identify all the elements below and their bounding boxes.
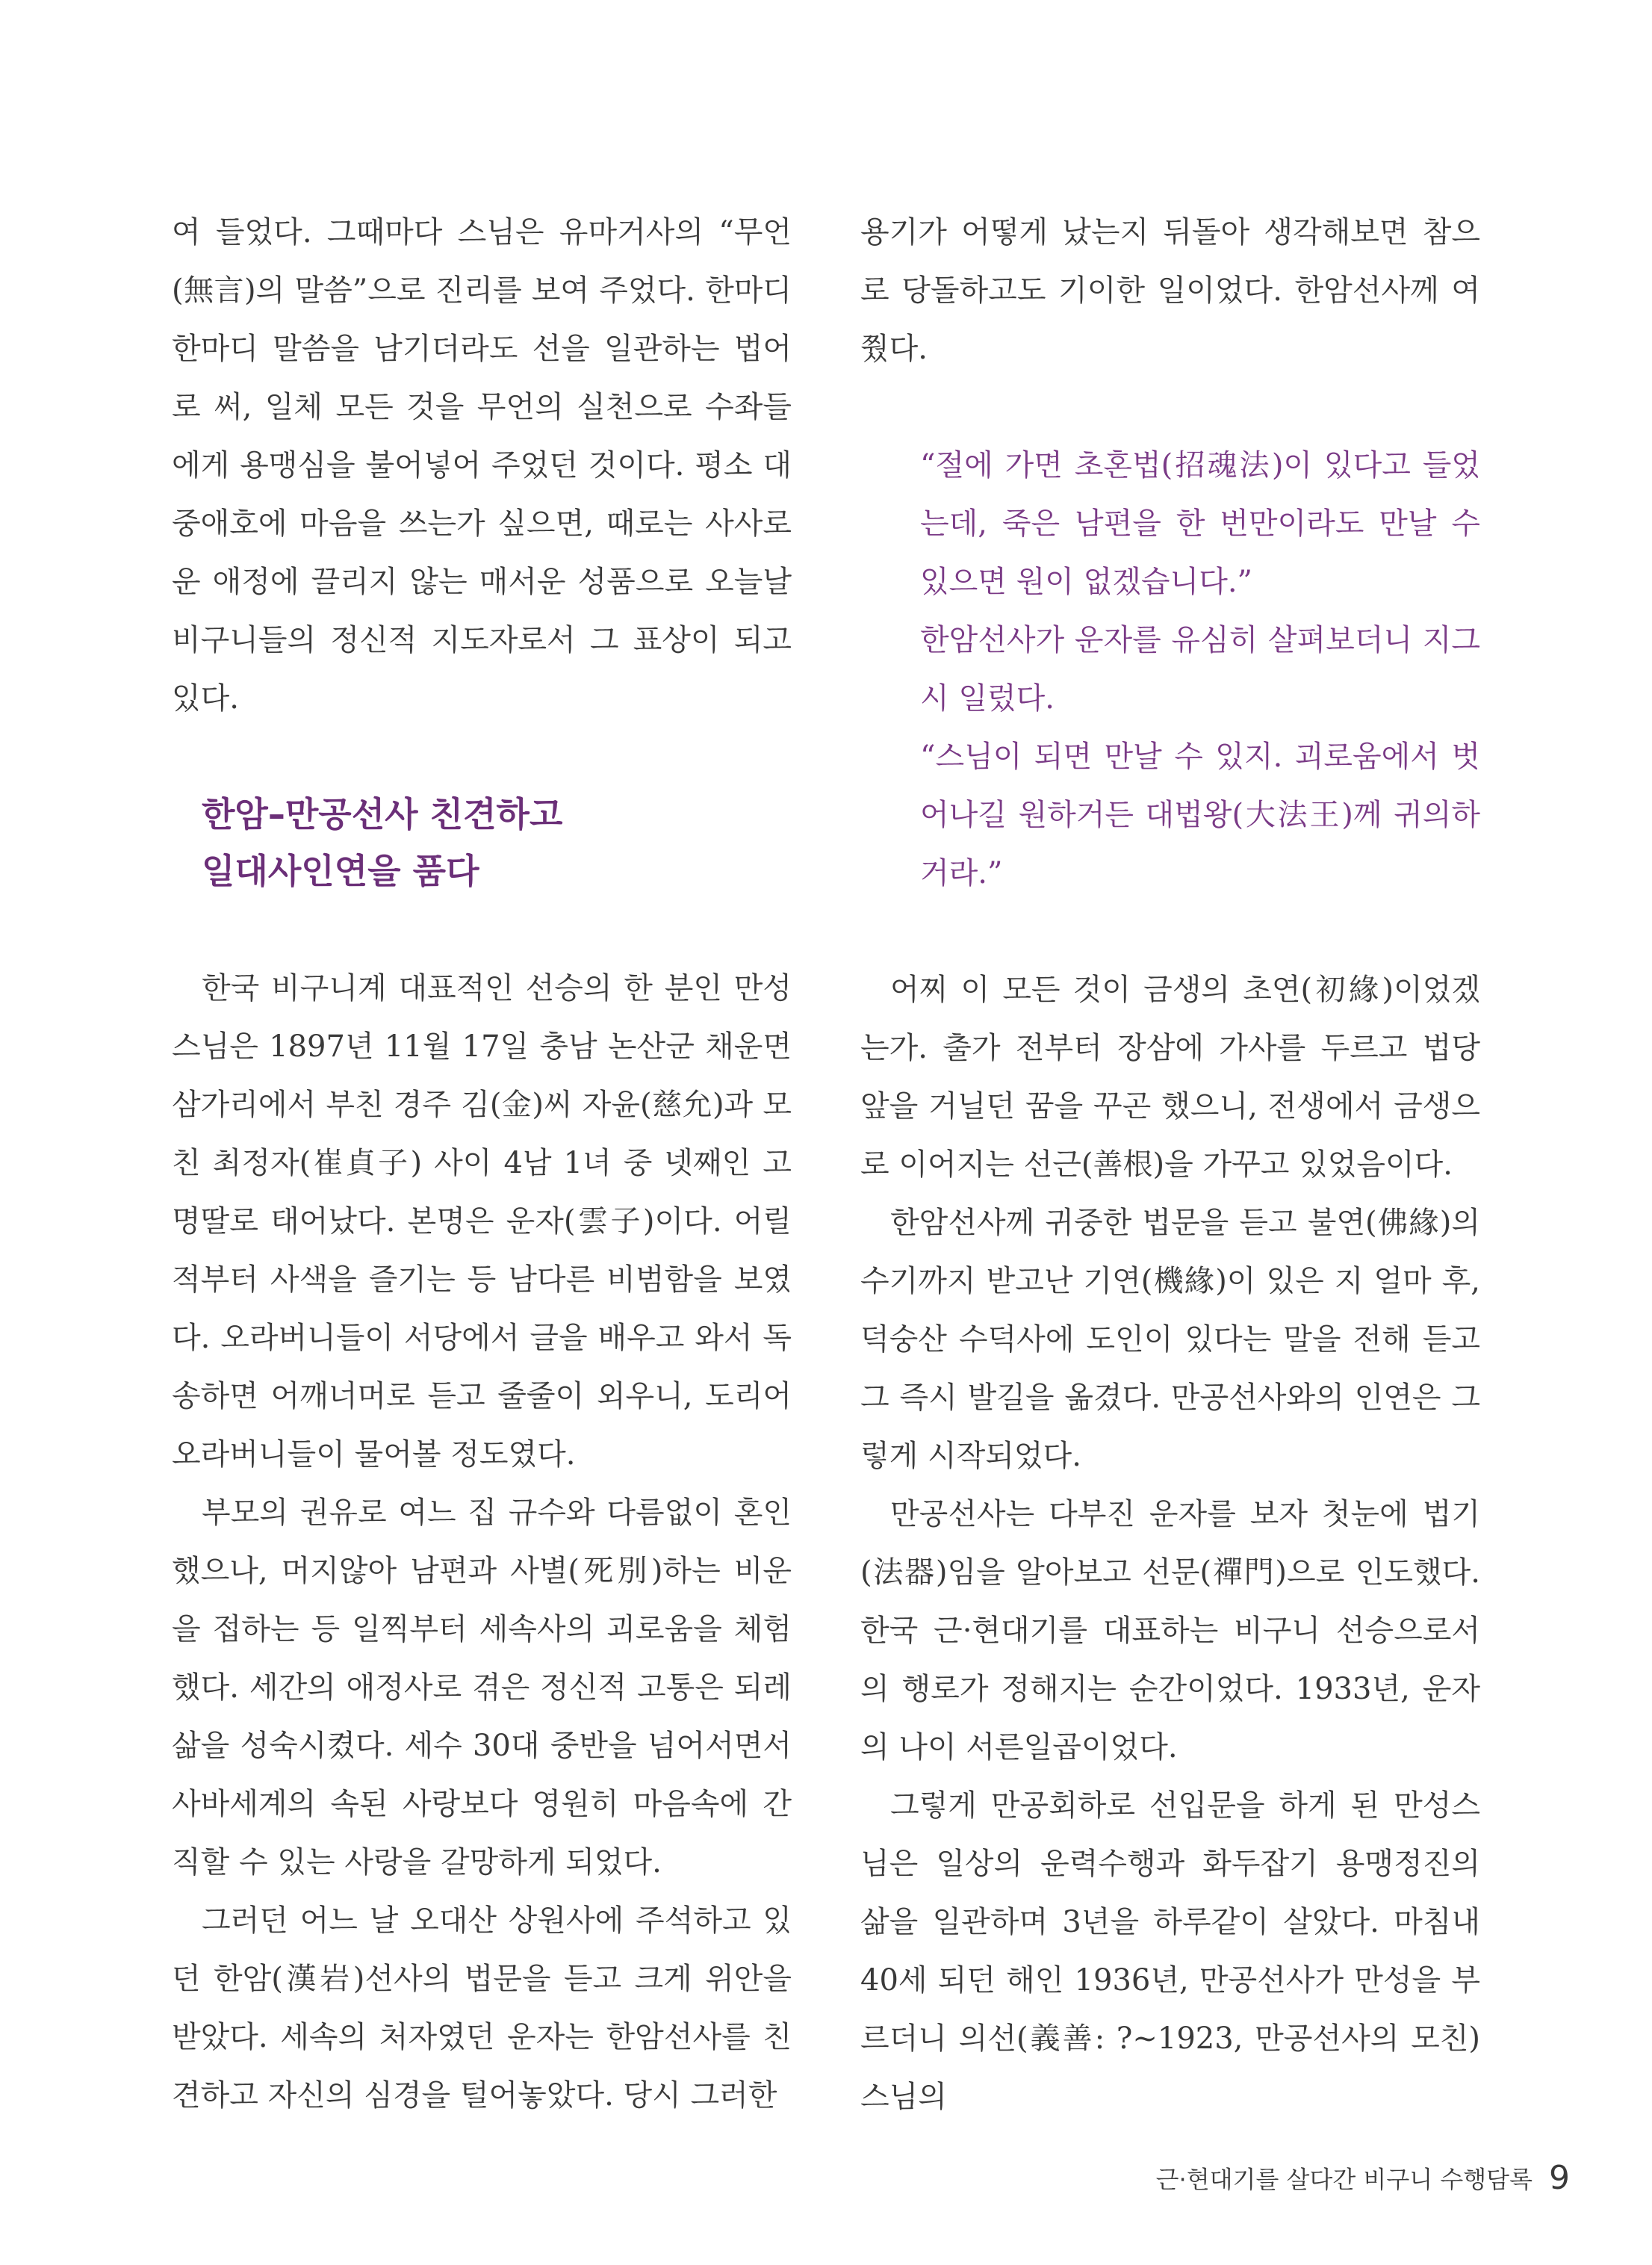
page-number: 9 [1549, 2159, 1570, 2197]
section-heading-line-2: 일대사인연을 품다 [202, 851, 479, 891]
running-footer-title: 근·현대기를 살다간 비구니 수행담록 [1155, 2165, 1533, 2194]
right-paragraph-2: 어찌 이 모든 것이 금생의 초연(初緣)이었겠는가. 출가 전부터 장삼에 가사를 두르고 법당 앞을 거닐던 꿈을 꾸곤 했으니, 전생에서 금생으로 이어지는 선근(善根)을 가꾸고 있었음이다. [860, 973, 1480, 1182]
dialogue-quote-block [920, 436, 1480, 902]
left-paragraph-1: 여 들었다. 그때마다 스님은 유마거사의 “무언(無言)의 말씀”으로 진리를 보여 주었다. 한마디 한마디 말씀을 남기더라도 선을 일관하는 법어로 써, 일체 모든 것을 무언의 실천으로 수좌들에게 용맹심을 불어넣어 주었던 것이다. 평소 대중애호에 마음을 쓰는가 싶으면, 때로는 사사로운 애정에 끌리지 않는 매서운 성품으로 오늘날 비구니들의 정신적 지도자로서 그 표상이 되고 있다. [172, 215, 792, 716]
quote-widow-request: “절에 가면 초혼법(招魂法)이 있다고 들었는데, 죽은 남편을 한 번만이라도 만날 수 있으면 원이 없겠습니다.” [920, 448, 1480, 599]
left-paragraph-3: 부모의 권유로 여느 집 규수와 다름없이 혼인했으나, 머지않아 남편과 사별(死別)하는 비운을 접하는 등 일찍부터 세속사의 괴로움을 체험했다. 세간의 애정사로 겪은 정신적 고통은 되레 삶을 성숙시켰다. 세수 30대 중반을 넘어서면서 사바세계의 속된 사랑보다 영원히 마음속에 간직할 수 있는 사랑을 갈망하게 되었다. [172, 1496, 792, 1880]
left-column [172, 203, 792, 2125]
right-paragraph-4: 만공선사는 다부진 운자를 보자 첫눈에 법기(法器)임을 알아보고 선문(禪門)으로 인도했다. 한국 근·현대기를 대표하는 비구니 선승으로서의 행로가 정해지는 순간이었다. 1933년, 운자의 나이 서른일곱이었다. [860, 1497, 1480, 1764]
page-footer [1156, 2159, 1570, 2197]
right-column [860, 203, 1480, 2126]
quote-hanam-reply: “스님이 되면 만날 수 있지. 괴로움에서 벗어나길 원하거든 대법왕(大法王)께 귀의하거라.” [920, 740, 1480, 890]
left-paragraph-4: 그러던 어느 날 오대산 상원사에 주석하고 있던 한암(漢岩)선사의 법문을 듣고 크게 위안을 받았다. 세속의 처자였던 운자는 한암선사를 친견하고 자신의 심경을 털어놓았다. 당시 그러한 [172, 1903, 792, 2113]
right-paragraph-1: 용기가 어떻게 났는지 뒤돌아 생각해보면 참으로 당돌하고도 기이한 일이었다. 한암선사께 여쭸다. [860, 215, 1480, 366]
right-paragraph-5: 그렇게 만공회하로 선입문을 하게 된 만성스님은 일상의 운력수행과 화두잡기 용맹정진의 삶을 일관하며 3년을 하루같이 살았다. 마침내 40세 되던 해인 1936년, 만공선사가 만성을 부르더니 의선(義善: ?~1923, 만공선사의 모친)스님의 [860, 1788, 1480, 2114]
right-paragraph-3: 한암선사께 귀중한 법문을 듣고 불연(佛緣)의 수기까지 받고난 기연(機緣)이 있은 지 얼마 후, 덕숭산 수덕사에 도인이 있다는 말을 전해 듣고 그 즉시 발길을 옮겼다. 만공선사와의 인연은 그렇게 시작되었다. [860, 1206, 1480, 1473]
quote-narration: 한암선사가 운자를 유심히 살펴보더니 지그시 일렀다. [920, 623, 1480, 716]
section-heading-line-1: 한암–만공선사 친견하고 [202, 794, 563, 834]
section-heading [202, 786, 792, 899]
left-paragraph-2: 한국 비구니계 대표적인 선승의 한 분인 만성 스님은 1897년 11월 17일 충남 논산군 채운면 삼가리에서 부친 경주 김(金)씨 자윤(慈允)과 모친 최정자(崔貞子) 사이 4남 1녀 중 넷째인 고명딸로 태어났다. 본명은 운자(雲子)이다. 어릴 적부터 사색을 즐기는 등 남다른 비범함을 보였다. 오라버니들이 서당에서 글을 배우고 와서 독송하면 어깨너머로 듣고 줄줄이 외우니, 도리어 오라버니들이 물어볼 정도였다. [172, 971, 792, 1472]
